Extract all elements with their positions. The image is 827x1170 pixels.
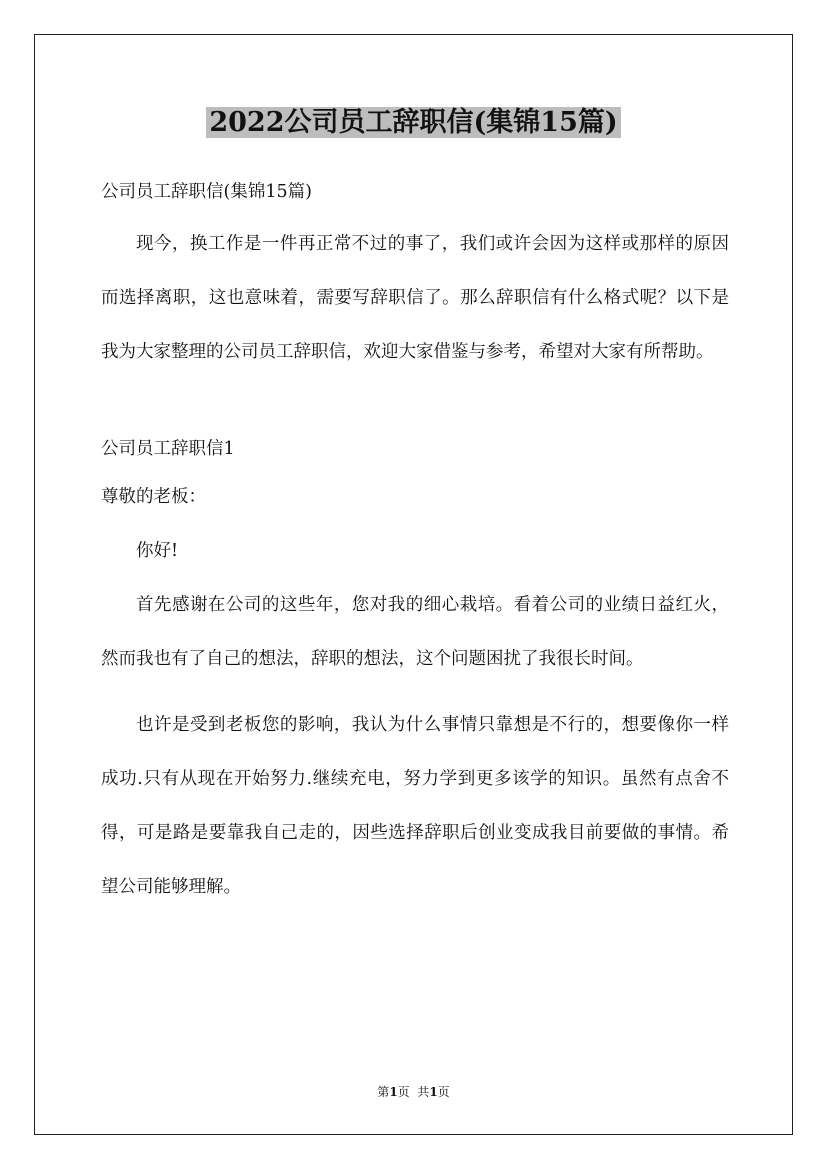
footer-page-suffix: 页 [437, 1085, 450, 1099]
footer-page-current: 1 [389, 1085, 398, 1099]
intro-paragraph: 现今，换工作是一件再正常不过的事了，我们或许会因为这样或那样的原因而选择离职，这也意味着，需要写辞职信了。那么辞职信有什么格式呢？以下是我为大家整理的公司员工辞职信，欢迎大家借鉴与参考，希望对大家有所帮助。 [101, 234, 729, 362]
footer-page-mid: 页 共 [397, 1085, 430, 1099]
document-subtitle: 公司员工辞职信(集锦15篇) [101, 182, 312, 202]
letter-paragraph: 也许是受到老板您的影响，我认为什么事情只靠想是不行的，想要像你一样成功.只有从现在开始努力.继续充电，努力学到更多该学的知识。虽然有点舍不得，可是路是要靠我自己走的，因些选择辞职后创业变成我目前要做的事情。希望公司能够理解。 [101, 715, 729, 897]
letter-heading: 公司员工辞职信1 [101, 439, 235, 459]
document-title [0, 104, 827, 142]
footer-page-total: 1 [429, 1085, 438, 1099]
document-title-text: 2022公司员工辞职信(集锦15篇) [206, 107, 620, 138]
page-footer [0, 1083, 827, 1101]
document-body [101, 172, 729, 926]
letter-salutation: 尊敬的老板： [101, 487, 206, 507]
letter-paragraph: 首先感谢在公司的这些年，您对我的细心栽培。看着公司的业绩日益红火，然而我也有了自己的想法，辞职的想法，这个问题困扰了我很长时间。 [101, 595, 729, 669]
letter-greeting: 你好! [136, 541, 179, 561]
footer-page-prefix: 第 [377, 1085, 390, 1099]
section-spacer [101, 391, 729, 429]
